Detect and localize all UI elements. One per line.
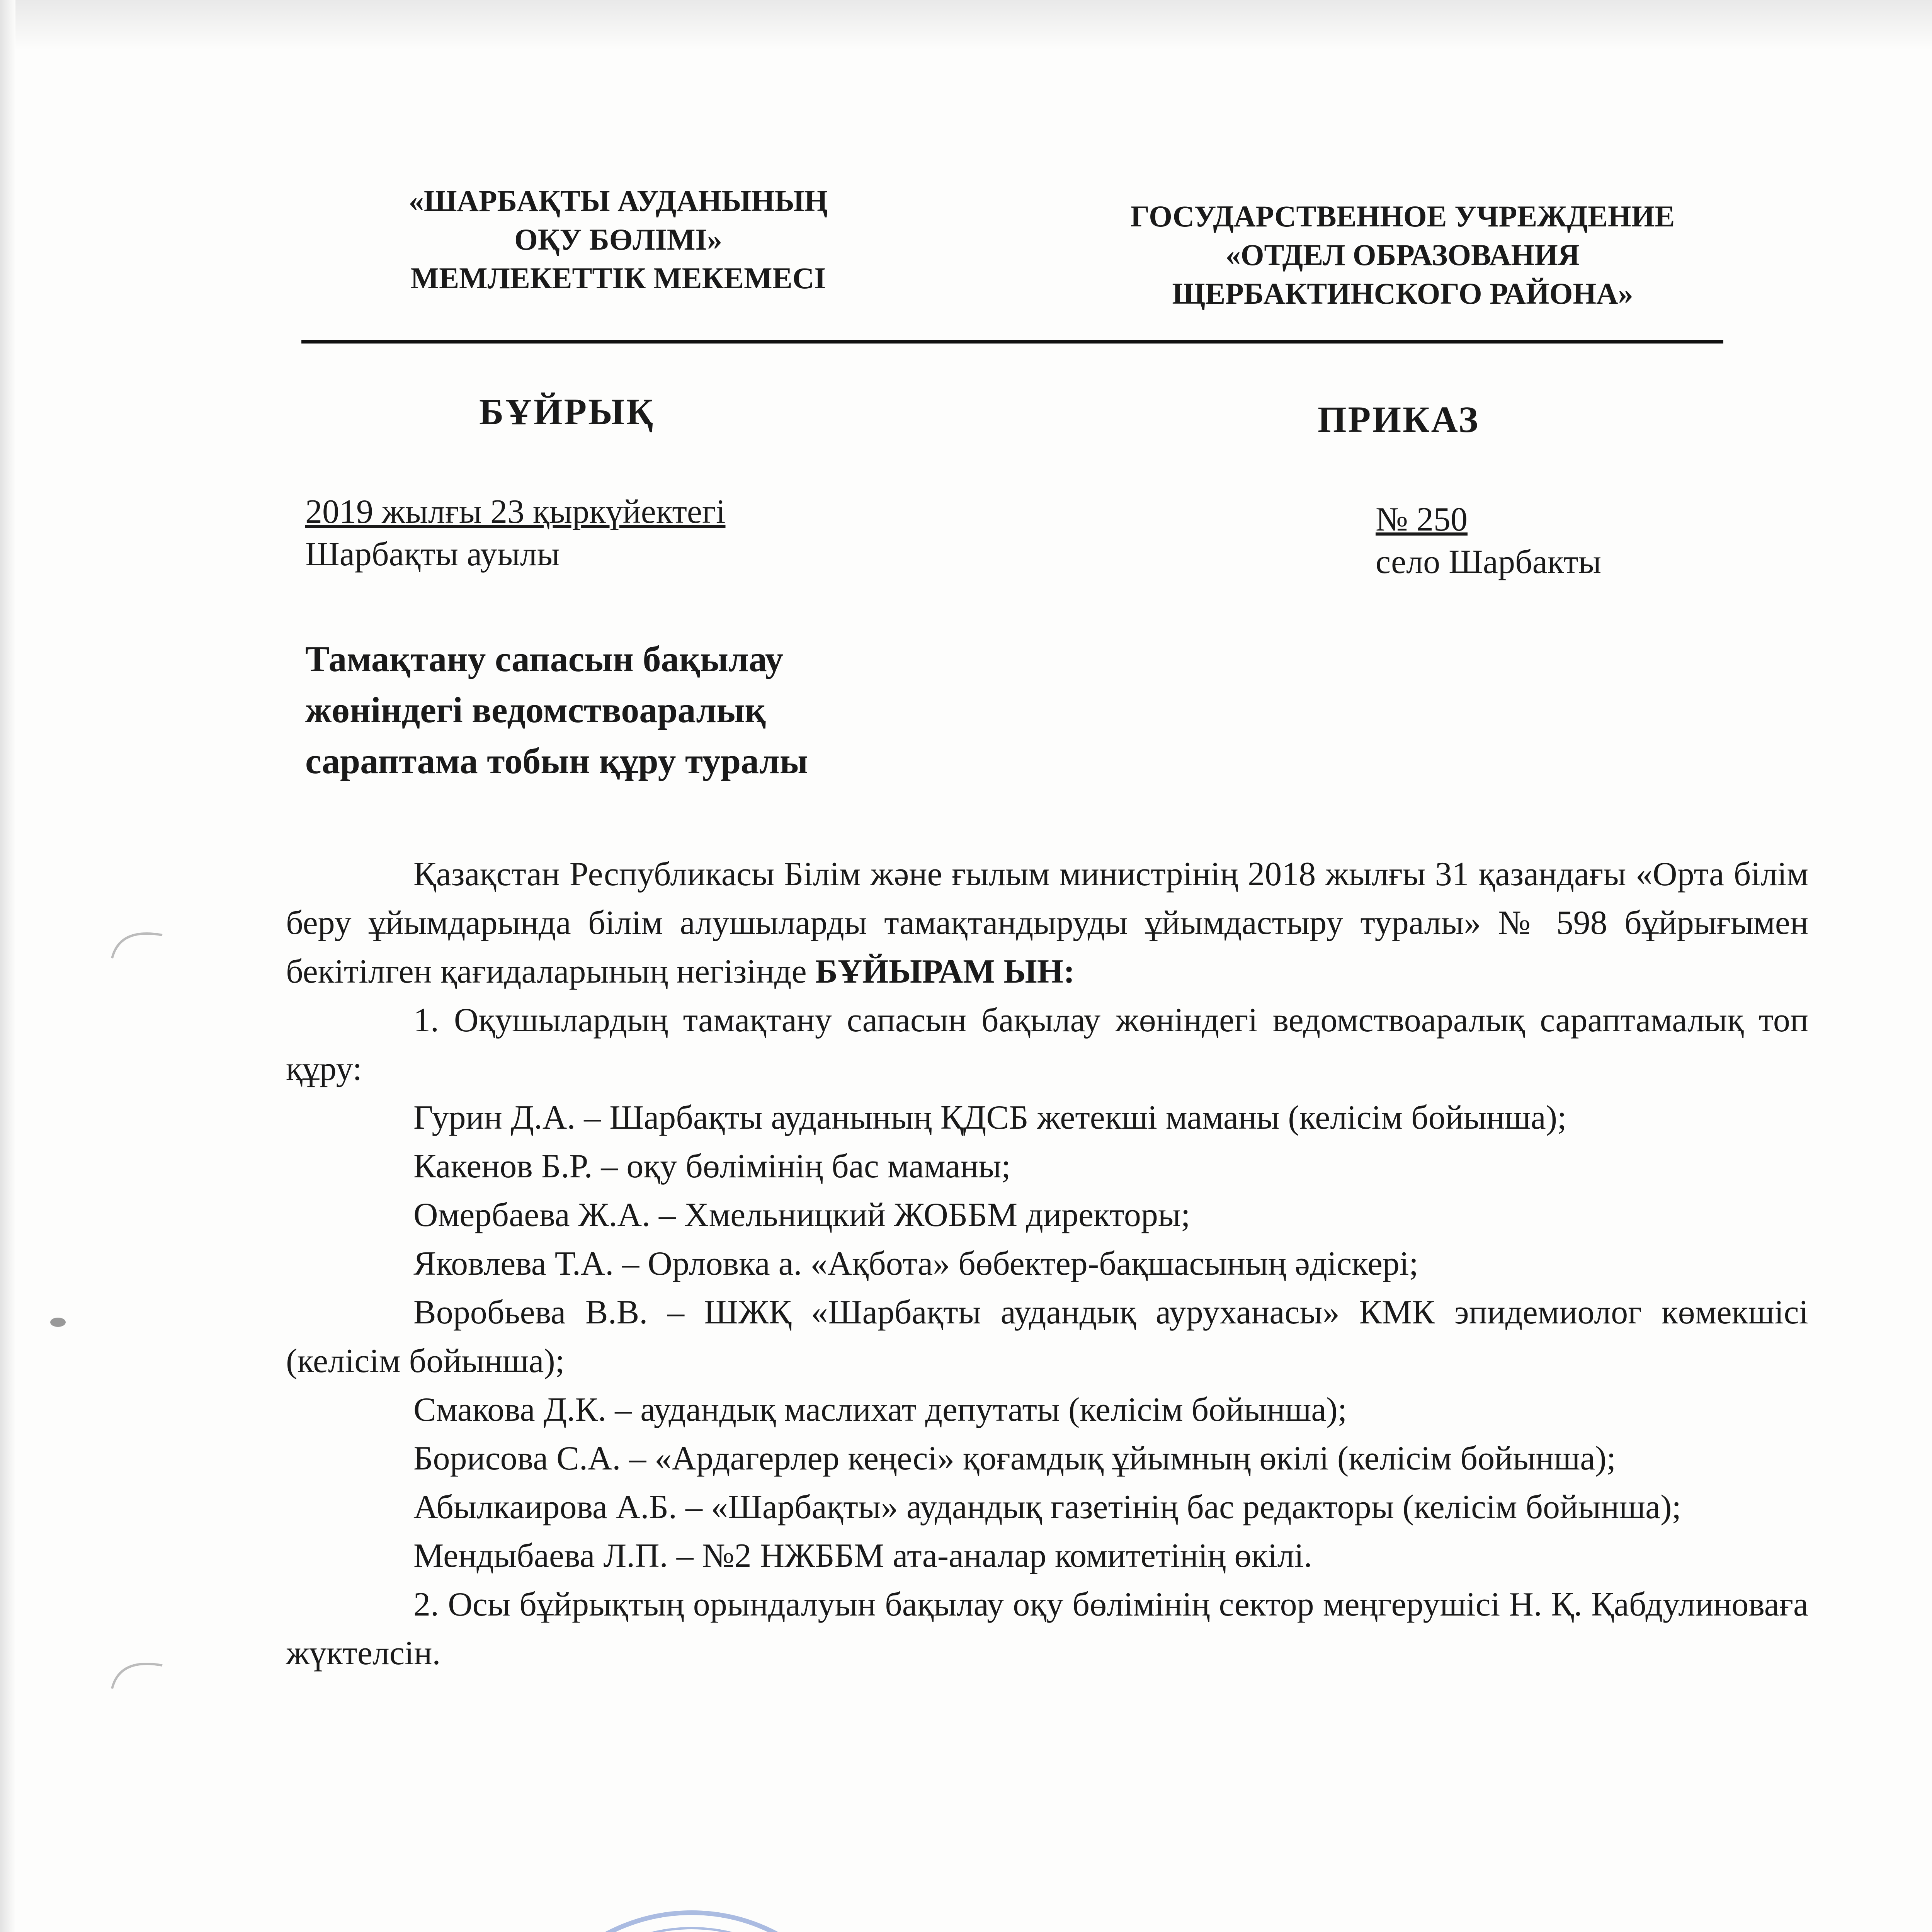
place-kz: Шарбақты ауылы xyxy=(305,536,560,573)
preamble-paragraph xyxy=(286,850,1808,996)
title-ru: ПРИКАЗ xyxy=(1318,399,1480,440)
member-item: Абылкаирова А.Б. – «Шарбақты» аудандық газетінің бас редакторы (келісім бойынша); xyxy=(413,1488,1681,1526)
subject-line: жөніндегі ведомствоаралық xyxy=(305,690,766,730)
official-seal-icon xyxy=(498,1901,885,1932)
order-date: 2019 жылғы 23 қыркүйектегі xyxy=(305,493,726,531)
letterhead-ru-line: «ОТДЕЛ ОБРАЗОВАНИЯ xyxy=(1225,238,1580,272)
letterhead-kz-line: ОҚУ БӨЛІМІ» xyxy=(514,223,722,256)
letterhead-kz xyxy=(301,182,935,298)
letterhead-ru-line: ЩЕРБАКТИНСКОГО РАЙОНА» xyxy=(1172,277,1633,310)
letterhead-kz-line: «ШАРБАҚТЫ АУДАНЫНЫҢ xyxy=(408,184,828,218)
member-item: Яковлева Т.А. – Орловка а. «Ақбота» бөбектер-бақшасының әдіскері; xyxy=(413,1245,1418,1282)
member-item: Гурин Д.А. – Шарбақты ауданының ҚДСБ жетекші маманы (келісім бойынша); xyxy=(413,1099,1567,1136)
title-kz: БҰЙРЫҚ xyxy=(479,391,655,432)
order-number: № 250 xyxy=(1376,501,1468,538)
member-item: Мендыбаева Л.П. – №2 НЖББМ ата-аналар комитетінің өкілі. xyxy=(413,1537,1313,1575)
member-item: Воробьева В.В. – ШЖҚ «Шарбақты аудандық ауруханасы» КМК эпидемиолог көмекшісі (келісім бойынша); xyxy=(286,1294,1808,1380)
punch-hole-icon xyxy=(104,1650,174,1712)
scan-edge-top xyxy=(0,0,1932,50)
order-subject xyxy=(305,634,1001,787)
letterhead-ru-line: ГОСУДАРСТВЕННОЕ УЧРЕЖДЕНИЕ xyxy=(1130,199,1675,233)
subject-line: сараптама тобын құру туралы xyxy=(305,741,808,781)
member-item: Омербаева Ж.А. – Хмельницкий ЖОББМ директоры; xyxy=(413,1196,1190,1234)
letterhead-kz-line: МЕМЛЕКЕТТІК МЕКЕМЕСІ xyxy=(410,261,826,295)
item-2: 2. Осы бұйрықтың орындалуын бақылау оқу бөлімінің сектор меңгерушісі Н. Қ. Қабдулиноваға жүктелсін. xyxy=(286,1586,1808,1672)
member-item: Смакова Д.К. – аудандық маслихат депутаты (келісім бойынша); xyxy=(413,1391,1347,1429)
scan-edge-left xyxy=(0,0,15,1932)
member-item: Какенов Б.Р. – оқу бөлімінің бас маманы; xyxy=(413,1148,1011,1185)
preamble-text: Қазақстан Республикасы Білім және ғылым министрінің 2018 жылғы 31 қазандағы «Орта білім беру ұйымдарында білім алушыларды тамақтандыруды ұйымдастыру туралы» № 598 бұйрығымен бекітілген қағидаларының негізінде xyxy=(286,855,1808,990)
order-date-block xyxy=(305,491,726,576)
order-body xyxy=(286,850,1808,1678)
subject-line: Тамақтану сапасын бақылау xyxy=(305,639,783,679)
letterhead-ru xyxy=(1036,197,1770,313)
place-ru: село Шарбакты xyxy=(1376,543,1601,581)
scan-smudge xyxy=(50,1318,66,1327)
order-number-block xyxy=(1376,498,1601,583)
preamble-command: БҰЙЫРАМ ЫН: xyxy=(815,953,1075,990)
punch-hole-icon xyxy=(104,920,174,981)
item-1: 1. Оқушылардың тамақтану сапасын бақылау жөніндегі ведомствоаралық сараптамалық топ құру: xyxy=(286,1002,1808,1088)
member-item: Борисова С.А. – «Ардагерлер кеңесі» қоғамдық ұйымның өкілі (келісім бойынша); xyxy=(413,1440,1616,1477)
letterhead-rule xyxy=(301,340,1723,344)
